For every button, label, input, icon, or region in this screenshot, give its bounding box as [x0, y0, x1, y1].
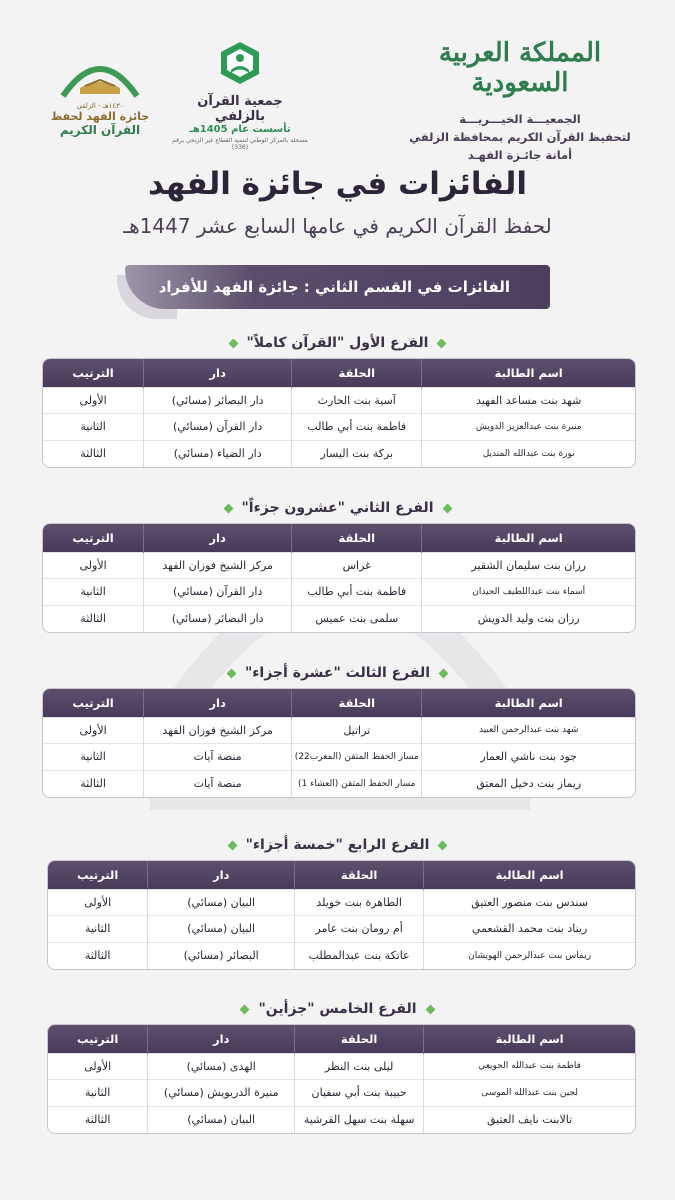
diamond-bullet-icon [240, 1004, 250, 1014]
branch-title-text: الفرع الرابع "خمسة أجزاء" [245, 837, 430, 853]
diamond-bullet-icon [227, 840, 237, 850]
branch-title-text: الفرع الثاني "عشرون جزءاً" [241, 500, 434, 516]
rank-cell: الثانية [43, 744, 144, 771]
table-row [43, 440, 635, 467]
column-header: الترتيب [43, 689, 144, 717]
quran-society-logo-icon [217, 40, 263, 86]
table-row [43, 605, 635, 632]
dar-cell: البيان (مسائي) [148, 1106, 295, 1133]
column-header: اسم الطالبة [422, 689, 635, 717]
branch-section [0, 662, 675, 790]
dar-cell: مركز الشيخ فوزان الفهد [144, 717, 292, 744]
column-header: دار [144, 689, 292, 717]
award-dome-logo-icon [55, 50, 145, 98]
rank-cell: الثانية [43, 579, 144, 606]
table-row [48, 942, 635, 969]
dar-cell: البصائر (مسائي) [148, 942, 295, 969]
diamond-bullet-icon [439, 668, 449, 678]
page-subtitle: لحفظ القرآن الكريم في عامها السابع عشر 1447هـ [123, 214, 552, 238]
halaqa-cell: ليلى بنت النظر [295, 1053, 424, 1080]
header [0, 0, 675, 160]
ministry-calligraphy: المملكة العربية السعودية [438, 38, 602, 98]
table-row [43, 744, 635, 771]
branch-title [0, 332, 675, 354]
zulfi-registration: مسجلة بالمركز الوطني لتنمية القطاع غير الربحي برقم (336) [172, 137, 308, 151]
dar-cell: دار القرآن (مسائي) [144, 579, 292, 606]
student-name-cell: ريناد بنت محمد القشعمي [424, 916, 635, 943]
branch-title [0, 834, 675, 856]
branch-title [0, 662, 675, 684]
fahd-title-2: القرآن الكريم [59, 123, 141, 137]
halaqa-cell: مسار الحفظ المتقن (المغرب22) [292, 744, 422, 771]
student-name-cell: ريماز بنت دخيل المعتق [422, 770, 635, 797]
dar-cell: منصة آيات [144, 770, 292, 797]
table-row [48, 889, 635, 916]
student-name-cell: نورة بنت عبدالله المنديل [422, 440, 635, 467]
branch-section [0, 332, 675, 460]
fahd-small-text: ١٤٣٠هـ - الزلفي [76, 102, 124, 110]
section-banner-label: الفائزات في القسم الثاني : جائزة الفهد للأفراد [158, 278, 510, 296]
table-row [48, 1080, 635, 1107]
winners-table [42, 688, 636, 798]
halaqa-cell: بركة بنت اليسار [292, 440, 422, 467]
table-row [48, 916, 635, 943]
rank-cell: الثانية [48, 1080, 148, 1107]
fahd-title-1: جائزة الفهد لحفظ [50, 110, 150, 123]
dar-cell: الهدى (مسائي) [148, 1053, 295, 1080]
halaqa-cell: سهلة بنت سهل القرشية [295, 1106, 424, 1133]
diamond-bullet-icon [228, 338, 238, 348]
student-name-cell: جود بنت ناشي العمار [422, 744, 635, 771]
table-row [43, 770, 635, 797]
column-header: الحلقة [292, 689, 422, 717]
column-header: اسم الطالبة [424, 1025, 635, 1053]
dar-cell: منصة آيات [144, 744, 292, 771]
table-header-row [43, 524, 635, 552]
column-header: اسم الطالبة [422, 359, 635, 387]
winners-table [47, 1024, 636, 1134]
diamond-bullet-icon [425, 1004, 435, 1014]
diamond-bullet-icon [437, 338, 447, 348]
halaqa-cell: فاطمة بنت أبي طالب [292, 579, 422, 606]
rank-cell: الثالثة [48, 1106, 148, 1133]
table-header-row [43, 359, 635, 387]
winners-table [42, 358, 636, 468]
diamond-bullet-icon [442, 503, 452, 513]
column-header: دار [148, 861, 295, 889]
column-header: دار [144, 359, 292, 387]
rank-cell: الثالثة [43, 770, 144, 797]
zulfi-established: تأسست عام 1405هـ [189, 124, 291, 135]
halaqa-cell: آسية بنت الحارث [292, 387, 422, 414]
column-header: دار [144, 524, 292, 552]
halaqa-cell: عاتكة بنت عبدالمطلب [295, 942, 424, 969]
halaqa-cell: غراس [292, 552, 422, 579]
rank-cell: الأولى [43, 717, 144, 744]
branch-title-text: الفرع الأول "القرآن كاملاً" [246, 335, 429, 351]
table-row [43, 717, 635, 744]
table-row [43, 579, 635, 606]
column-header: اسم الطالبة [424, 861, 635, 889]
branch-section [0, 998, 675, 1126]
dar-cell: دار الضياء (مسائي) [144, 440, 292, 467]
zulfi-name: جمعية القرآن بالزلفي [197, 94, 283, 124]
table-row [43, 552, 635, 579]
dar-cell: منيرة الدريويش (مسائي) [148, 1080, 295, 1107]
column-header: الترتيب [48, 861, 148, 889]
column-header: دار [148, 1025, 295, 1053]
student-name-cell: رزان بنت وليد الدويش [422, 605, 635, 632]
dar-cell: البيان (مسائي) [148, 889, 295, 916]
ministry-block [405, 38, 635, 162]
student-name-cell: سندس بنت منصور العتيق [424, 889, 635, 916]
branch-section [0, 497, 675, 625]
column-header: الحلقة [295, 861, 424, 889]
halaqa-cell: مسار الحفظ المتقن (العشاء 1) [292, 770, 422, 797]
halaqa-cell: الطاهرة بنت خويلد [295, 889, 424, 916]
ministry-line-1: الجمعيـــة الخيـــريـــة [459, 112, 581, 126]
rank-cell: الثالثة [48, 942, 148, 969]
rank-cell: الثانية [43, 414, 144, 441]
rank-cell: الثانية [48, 916, 148, 943]
student-name-cell: تالابنت نايف العتيق [424, 1106, 635, 1133]
table-header-row [48, 1025, 635, 1053]
branch-title-text: الفرع الثالث "عشرة أجزاء" [244, 665, 431, 681]
column-header: الترتيب [43, 524, 144, 552]
halaqa-cell: حبيبة بنت أبي سفيان [295, 1080, 424, 1107]
diamond-bullet-icon [223, 503, 233, 513]
halaqa-cell: سلمى بنت عميس [292, 605, 422, 632]
table-header-row [48, 861, 635, 889]
table-row [43, 414, 635, 441]
rank-cell: الثالثة [43, 440, 144, 467]
branch-title [0, 998, 675, 1020]
column-header: الحلقة [292, 524, 422, 552]
fahd-award-logo-block [45, 50, 155, 137]
halaqa-cell: تراتيل [292, 717, 422, 744]
rank-cell: الأولى [48, 889, 148, 916]
rank-cell: الثالثة [43, 605, 144, 632]
table-row [48, 1053, 635, 1080]
student-name-cell: شهد بنت مساعد الفهيد [422, 387, 635, 414]
table-row [48, 1106, 635, 1133]
student-name-cell: رزان بنت سليمان الشقير [422, 552, 635, 579]
student-name-cell: فاطمة بنت عبدالله الجويعي [424, 1053, 635, 1080]
section-banner [125, 265, 550, 309]
column-header: اسم الطالبة [422, 524, 635, 552]
dar-cell: البيان (مسائي) [148, 916, 295, 943]
halaqa-cell: أم رومان بنت عامر [295, 916, 424, 943]
dar-cell: دار القرآن (مسائي) [144, 414, 292, 441]
student-name-cell: ريماس بنت عبدالرحمن الهويشان [424, 942, 635, 969]
student-name-cell: منيرة بنت عبدالعزيز الدويش [422, 414, 635, 441]
halaqa-cell: فاطمة بنت أبي طالب [292, 414, 422, 441]
branch-title-text: الفرع الخامس "جزأين" [258, 1001, 417, 1017]
column-header: الحلقة [295, 1025, 424, 1053]
branch-section [0, 834, 675, 962]
zulfi-logo-block [170, 40, 310, 151]
rank-cell: الأولى [43, 552, 144, 579]
dar-cell: مركز الشيخ فوزان الفهد [144, 552, 292, 579]
student-name-cell: لجين بنت عبدالله الموسى [424, 1080, 635, 1107]
page-title: الفائزات في جائزة الفهد [147, 166, 528, 202]
diamond-bullet-icon [438, 840, 448, 850]
diamond-bullet-icon [227, 668, 237, 678]
dar-cell: دار البصائر (مسائي) [144, 605, 292, 632]
column-header: الترتيب [48, 1025, 148, 1053]
winners-table [42, 523, 636, 633]
winners-table [47, 860, 636, 970]
dar-cell: دار البصائر (مسائي) [144, 387, 292, 414]
table-header-row [43, 689, 635, 717]
rank-cell: الأولى [43, 387, 144, 414]
column-header: الترتيب [43, 359, 144, 387]
column-header: الحلقة [292, 359, 422, 387]
student-name-cell: أسماء بنت عبداللطيف الحيدان [422, 579, 635, 606]
branch-title [0, 497, 675, 519]
rank-cell: الأولى [48, 1053, 148, 1080]
table-row [43, 387, 635, 414]
student-name-cell: شهد بنت عبدالرحمن العبيد [422, 717, 635, 744]
ministry-line-3: أمانة جائـزة الفهـد [467, 148, 573, 162]
ministry-line-2: لتحفيظ القرآن الكريم بمحافظة الزلفي [409, 130, 631, 144]
